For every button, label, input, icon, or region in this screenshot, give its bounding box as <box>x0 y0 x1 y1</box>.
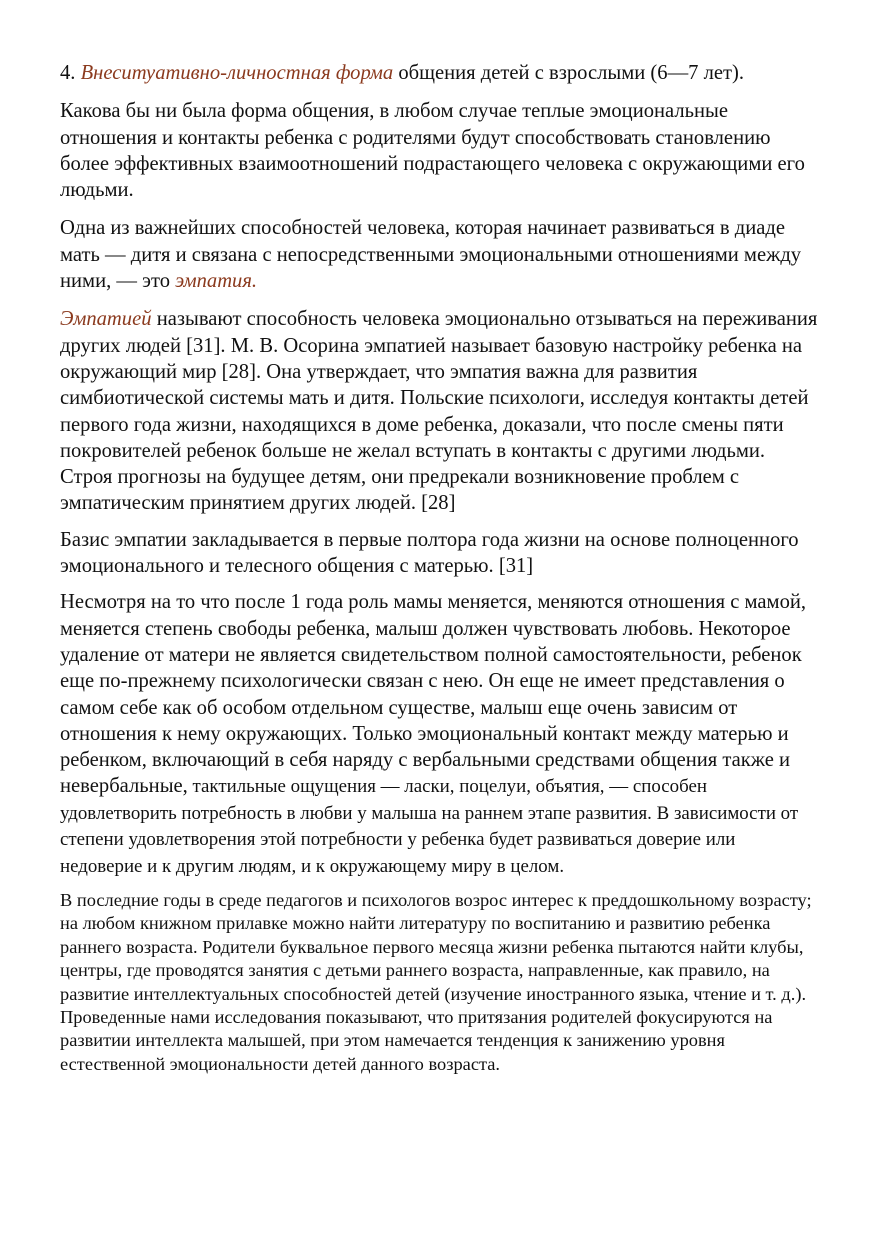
paragraph-empathy-intro <box>60 215 820 294</box>
paragraph-empathy-basis <box>60 527 820 580</box>
paragraph-after-first-year <box>60 589 820 879</box>
paragraph-preschool-interest <box>60 889 820 1076</box>
paragraph-text: общения детей с взрослыми (6—7 лет). <box>393 62 745 84</box>
paragraph-text: Базис эмпатии закладывается в первые полтора года жизни на основе полноценного эмоционального и телесного общения с матерью. [31] <box>60 528 799 578</box>
document-page <box>60 60 820 1088</box>
paragraph-warm-relations <box>60 98 820 203</box>
paragraph-text: называют способность человека эмоционально отзываться на переживания других людей [31]. М. В. Осорина эмпатией называет базовую настройку ребенка на окружающий мир [28]. Она утверждает, что эмпатия важна для развития симбиотической системы мать и дитя. Польские психологи, исследуя контакты детей первого года жизни, находящихся в доме ребенка, доказали, что после смены пяти покровителей ребенок больше не желал вступать в контакты с другими людьми. Строя прогнозы на будущее детям, они предрекали возникновение проблем с эмпатическим принятием других людей. [28] <box>60 308 818 515</box>
paragraph-text: Несмотря на то что после 1 года роль мамы меняется, меняются отношения с мамой, меняется степень свободы ребенка, малыш должен чувствовать любовь. Некоторое удаление от матери не является свидетельством полной самостоятельности, ребенок еще по-прежнему психологически связан с нею. Он еще не имеет представления о самом себе как об особом отдельном существе, малыш еще очень зависим от отношения к нему окружающих. Только эмоциональный контакт между матерью и ребенком, включающий в себя наряду с вербальными средствами общения также и невербальные, <box>60 591 807 798</box>
highlighted-term-empathy-definition: Эмпатией <box>60 308 152 331</box>
paragraph-form-of-communication <box>60 60 820 86</box>
paragraph-empathy-definition <box>60 306 820 516</box>
paragraph-text: Какова бы ни была форма общения, в любом случае теплые эмоциональные отношения и контакты ребенка с родителями будут способствовать становлению более эффективных взаимоотношений подрастающего человека с окружающими его людьми. <box>60 100 805 202</box>
paragraph-text-continued: тактильные ощущения — ласки, поцелуи, объятия, — способен удовлетворить потребность в любви у малыша на раннем этапе развития. В зависимости от степени удовлетворения этой потребности у ребенка будет развиваться доверие или недоверие и к другим людям, и к окружающему миру в целом. <box>60 776 799 877</box>
paragraph-text: Одна из важнейших способностей человека, которая начинает развиваться в диаде мать — дитя и связана с непосредственными эмоциональными отношениями между ними, — это <box>60 217 802 293</box>
list-number: 4. <box>60 62 81 84</box>
highlighted-term-empathy: эмпатия. <box>175 270 258 293</box>
highlighted-term-form: Внеситуативно-личностная форма <box>80 62 394 84</box>
paragraph-text: В последние годы в среде педагогов и психологов возрос интерес к преддошкольному возрасту; на любом книжном прилавке можно найти литературу по воспитанию и развитию ребенка раннего возраста. Родители буквальное первого месяца жизни ребенка пытаются найти клубы, центры, где проводятся занятия с детьми раннего возраста, направленные, как правило, на развитие интеллектуальных способностей детей (изучение иностранного языка, чтение и т. д.). Проведенные нами исследования показывают, что притязания родителей фокусируются на развитии интеллекта малышей, при этом намечается тенденция к занижению уровня естественной эмоциональности детей данного возраста. <box>60 890 812 1074</box>
